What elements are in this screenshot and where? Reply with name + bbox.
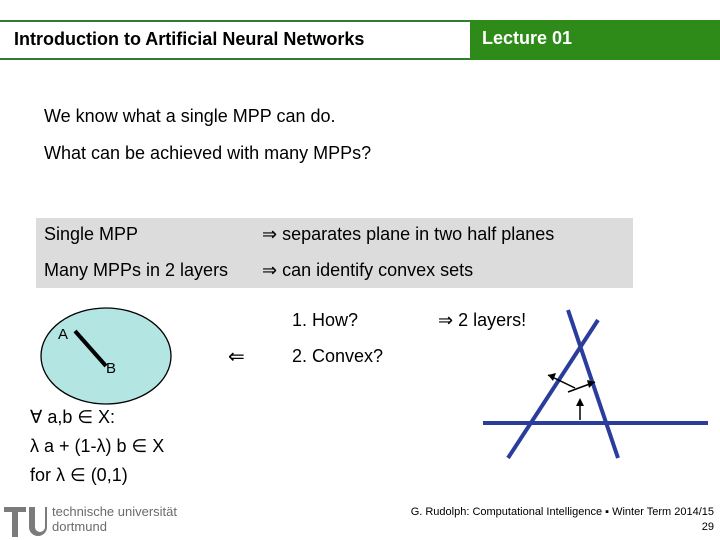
header-title-bar bbox=[0, 20, 470, 60]
list-item-1-result: ⇒ 2 layers! bbox=[438, 310, 527, 330]
arrowhead-up bbox=[576, 398, 584, 406]
logo-text-line-2: dortmund bbox=[52, 519, 107, 534]
boundary-line-left bbox=[508, 320, 598, 458]
point-label-b: B bbox=[106, 360, 117, 377]
body-line-2: What can be achieved with many MPPs? bbox=[44, 143, 372, 163]
row2-left: Many MPPs in 2 layers bbox=[44, 260, 229, 280]
point-label-a: A bbox=[58, 326, 69, 343]
convex-set-figure bbox=[38, 306, 178, 406]
slide-header-title: Introduction to Artificial Neural Networks bbox=[14, 29, 365, 49]
convex-ellipse bbox=[41, 308, 171, 404]
list-item-1: 1. How? bbox=[292, 310, 359, 330]
page-number: 29 bbox=[701, 521, 714, 533]
half-plane-triangle-figure bbox=[468, 300, 720, 460]
body-line-1: We know what a single MPP can do. bbox=[44, 106, 336, 126]
definition-line-3: for λ ∈ (0,1) bbox=[30, 465, 128, 485]
logo-text-line-1: technische universität bbox=[52, 504, 178, 519]
arrowhead-left bbox=[548, 373, 556, 381]
list-item-2: 2. Convex? bbox=[292, 346, 384, 366]
lecture-label: Lecture 01 bbox=[482, 28, 573, 48]
row1-right: ⇒ separates plane in two half planes bbox=[262, 224, 555, 244]
definition-line-2: λ a + (1-λ) b ∈ X bbox=[30, 436, 165, 456]
row2-right: ⇒ can identify convex sets bbox=[262, 260, 474, 280]
tu-logo-icon bbox=[2, 503, 48, 539]
footer-citation: G. Rudolph: Computational Intelligence ▪ Winter Term 2014/15 bbox=[410, 506, 714, 518]
header-lecture-bar bbox=[470, 20, 720, 60]
row1-left: Single MPP bbox=[44, 224, 139, 244]
implied-by-arrow: ⇐ bbox=[228, 346, 245, 368]
definition-line-1: ∀ a,b ∈ X: bbox=[30, 407, 116, 427]
